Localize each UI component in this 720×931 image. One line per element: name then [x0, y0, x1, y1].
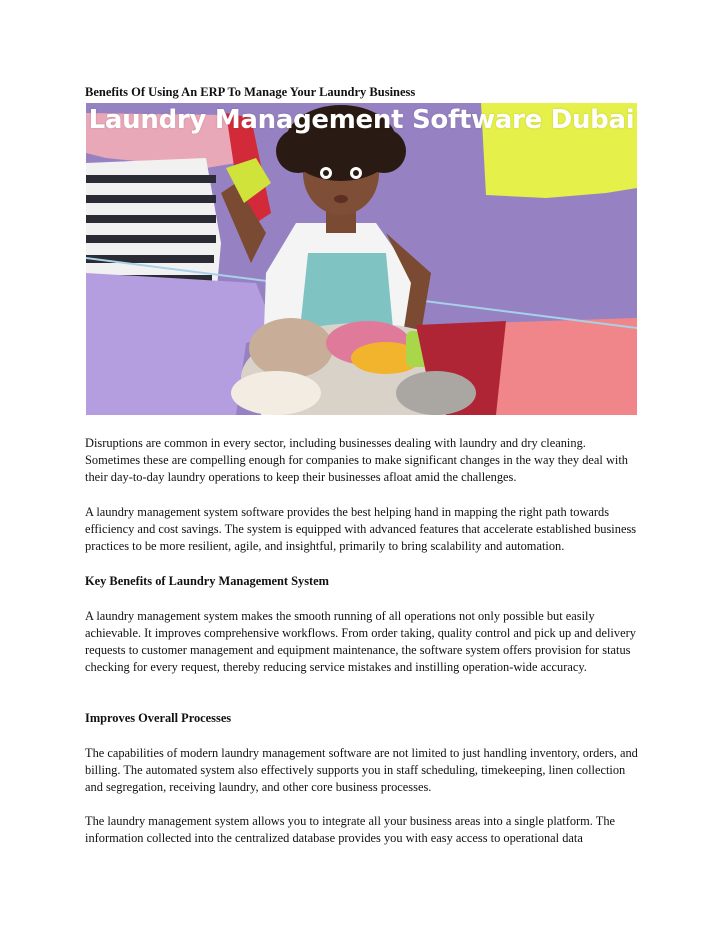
laundry-photo-illustration	[86, 103, 637, 415]
paragraph-key-benefits: A laundry management system makes the smooth running of all operations not only possible but easily achievable. It improves comprehensive workflows. From order taking, quality control and pick up and delivery requests to customer management and equipment maintenance, the software system offers provision for status checking for every request, thereby reducing service mistakes and instilling operation-wide accuracy.	[85, 609, 636, 674]
hero-image	[86, 103, 637, 415]
heading-improves-processes: Improves Overall Processes	[85, 711, 232, 725]
paragraph-intro: Disruptions are common in every sector, including businesses dealing with laundry and dry cleaning. Sometimes these are compelling enough for companies to make significant changes in the way they deal with their day-to-day laundry operations to keep their businesses afloat amid the challenges.	[85, 436, 628, 484]
hero-overlay-text: Laundry Management Software Dubai	[88, 105, 635, 135]
paragraph-erp-overview: A laundry management system software provides the best helping hand in mapping the right path towards efficiency and cost savings. The system is equipped with advanced features that accelerate established business practices to be more resilient, agile, and insightful, primarily to bring scalability and automation.	[85, 505, 637, 553]
paragraph-integration: The laundry management system allows you to integrate all your business areas into a single platform. The information collected into the centralized database provides you with easy access to operational data	[85, 814, 616, 845]
heading-key-benefits: Key Benefits of Laundry Management System	[85, 574, 330, 588]
document-title: Benefits Of Using An ERP To Manage Your Laundry Business	[85, 85, 416, 99]
paragraph-capabilities: The capabilities of modern laundry management software are not limited to just handling inventory, orders, and billing. The automated system also effectively supports you in staff scheduling, timekeeping, linen collection and segregation, receiving laundry, and other core business processes.	[85, 746, 638, 794]
